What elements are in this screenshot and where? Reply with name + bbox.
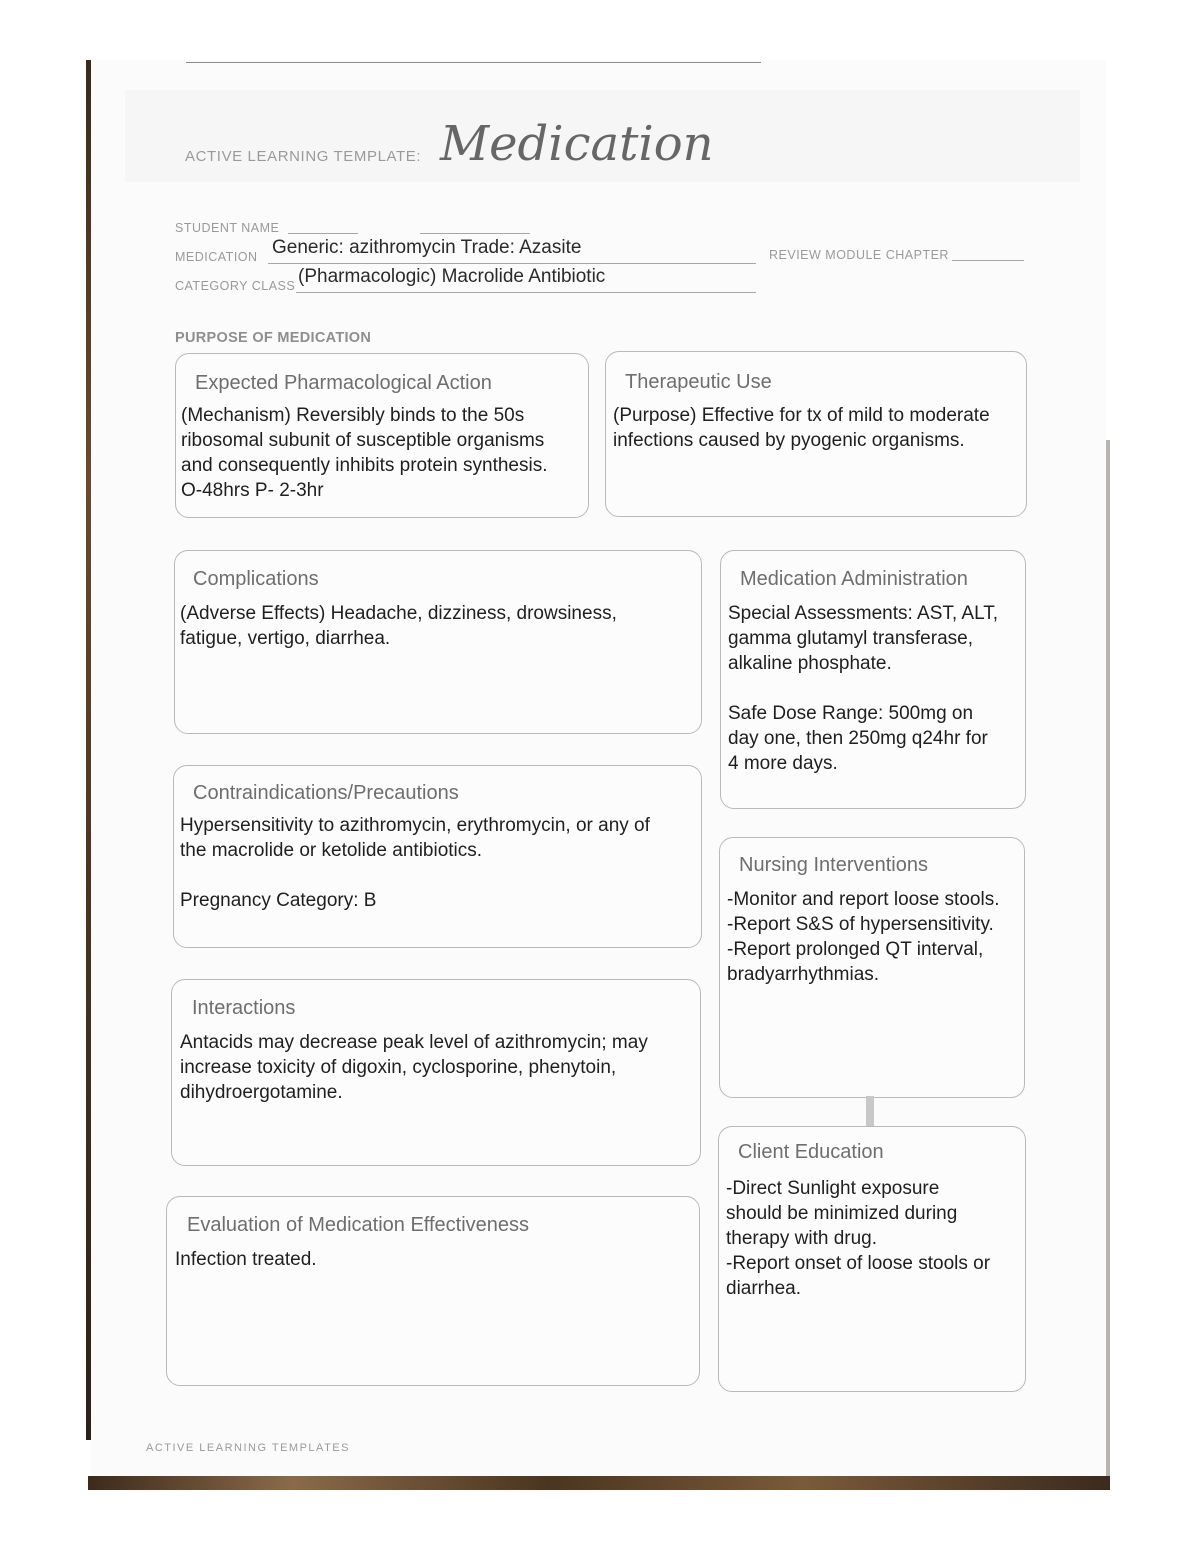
student-name-line-1 (288, 233, 358, 234)
complications-title: Complications (193, 568, 319, 590)
pharm-action-title: Expected Pharmacological Action (195, 372, 492, 394)
medication-field[interactable]: Generic: azithromycin Trade: Azasite (272, 237, 582, 258)
nursing-interventions-title: Nursing Interventions (739, 854, 928, 876)
complications-text[interactable]: (Adverse Effects) Headache, dizziness, drowsiness, fatigue, vertigo, diarrhea. (180, 603, 617, 649)
evaluation-title: Evaluation of Medication Effectiveness (187, 1214, 530, 1236)
contraindications-text[interactable]: Hypersensitivity to azithromycin, erythromycin, or any of the macrolide or ketolide antibiotics. Pregnancy Category: B (180, 815, 650, 911)
med-admin-text[interactable]: Special Assessments: AST, ALT, gamma glutamyl transferase, alkaline phosphate. Safe Dose Range: 500mg on day one, then 250mg q24hr for 4 more days. (728, 603, 998, 774)
interactions-title: Interactions (192, 997, 296, 1019)
pharm-action-text[interactable]: (Mechanism) Reversibly binds to the 50s ribosomal subunit of susceptible organisms and consequently inhibits protein synthesis. O-48hrs P- 2-3hr (181, 405, 548, 501)
category-class-line (296, 292, 756, 293)
box-connector (866, 1096, 874, 1126)
student-name-label: STUDENT NAME (175, 221, 280, 235)
student-name-line-2 (420, 233, 530, 234)
medication-line (268, 263, 756, 264)
therapeutic-use-title: Therapeutic Use (625, 371, 772, 393)
client-education-title: Client Education (738, 1141, 884, 1163)
interactions-text[interactable]: Antacids may decrease peak level of azithromycin; may increase toxicity of digoxin, cyclosporine, phenytoin, dihydroergotamine. (180, 1032, 648, 1103)
top-rule (186, 62, 761, 63)
category-class-field[interactable]: (Pharmacologic) Macrolide Antibiotic (298, 266, 606, 287)
contraindications-title: Contraindications/Precautions (193, 782, 459, 804)
evaluation-text[interactable]: Infection treated. (175, 1249, 317, 1270)
medication-label: MEDICATION (175, 250, 258, 264)
photo-edge-bottom (88, 1476, 1110, 1490)
med-admin-title: Medication Administration (740, 568, 968, 590)
photo-edge-right (1106, 440, 1110, 1490)
footer-label: ACTIVE LEARNING TEMPLATES (146, 1442, 350, 1454)
page-title: Medication (440, 116, 714, 172)
therapeutic-use-text[interactable]: (Purpose) Effective for tx of mild to moderate infections caused by pyogenic organisms. (613, 405, 990, 451)
template-label: ACTIVE LEARNING TEMPLATE: (185, 148, 422, 165)
review-module-line (952, 260, 1024, 261)
review-module-label: REVIEW MODULE CHAPTER (769, 248, 949, 262)
section-heading-purpose: PURPOSE OF MEDICATION (175, 330, 372, 346)
nursing-interventions-text[interactable]: -Monitor and report loose stools. -Report S&S of hypersensitivity. -Report prolonged QT interval, bradyarrhythmias. (727, 889, 1000, 985)
category-class-label: CATEGORY CLASS (175, 279, 296, 293)
client-education-text[interactable]: -Direct Sunlight exposure should be minimized during therapy with drug. -Report onset of loose stools or diarrhea. (726, 1178, 991, 1299)
